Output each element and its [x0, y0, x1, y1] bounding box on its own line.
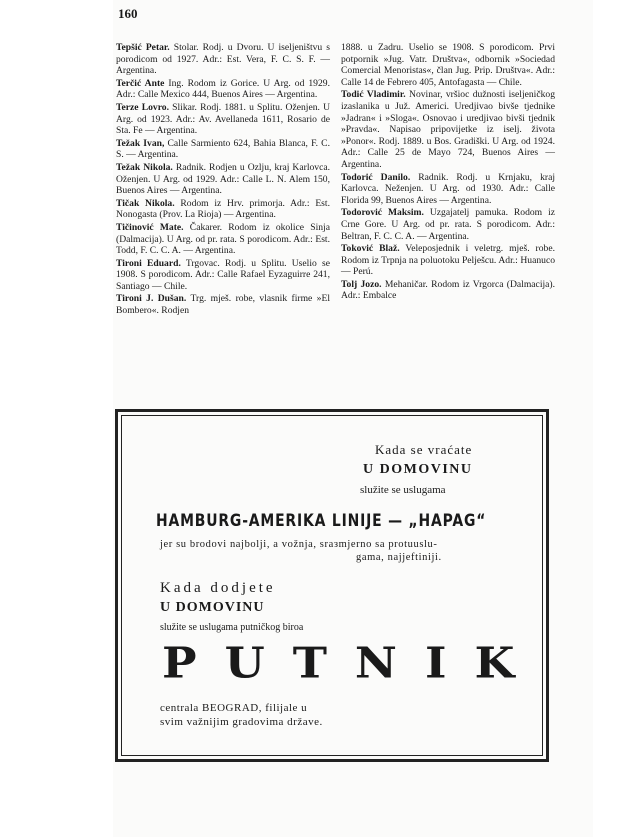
ad-hapag-heading: Kada se vraćate	[375, 442, 473, 457]
directory-entry	[116, 222, 330, 257]
entry-text: Uzgajatelj pamuka. Rodom iz Crne Gore. U Arg. od pr. rata. S porodicom. Adr.: Beltran, F. C. C. A. — Argentina.	[341, 207, 555, 242]
entry-text: Rodom iz Hrv. primorja. Adr.: Est. Nonogasta (Prov. La Rioja) — Argentina.	[116, 197, 330, 221]
directory-entry	[116, 293, 330, 316]
entry-text: Veleposjednik i veletrg. mješ. robe. Rodom iz Trpnja na poluotoku Pelješcu. Adr.: Huanuco — Perú.	[341, 243, 555, 278]
ad-hapag-homeland: U DOMOVINU	[363, 462, 473, 477]
ad-hapag-company-name: HAMBURG-AMERIKA LINIJE — „HAPAG“	[156, 511, 487, 531]
directory-entry	[116, 198, 330, 221]
entry-text: Trgovac. Rodj. u Splitu. Uselio se 1908. S porodicom. Adr.: Calle Rafael Eyzaguirre 241, Santiago — Chile.	[116, 257, 331, 292]
entry-name: Tičak Nikola.	[116, 197, 175, 209]
directory-entry	[116, 42, 330, 77]
ad-putnik-central: centrala BEOGRAD, filijale u	[160, 702, 308, 714]
entry-text: Novinar, vršioc dužnosti iseljeničkog izaslanika u Juž. Americi. Uredjivao bivše tjednike »Jadran« i »Sloga«. Osnovao i uredjivao bivši tjednik »Pravda«. Napisao pripovijetke iz iselj. života »Ponor«. Rodj. 1889. u Bos. Gradiški. U Arg. od 1924. Adr.: Calle 25 de Mayo 724, Buenos Aires — Argentina.	[341, 89, 555, 170]
entry-name: Tironi Eduard.	[116, 257, 181, 269]
entry-text: 1888. u Zadru. Uselio se 1908. S porodicom. Prvi potpornik »Jug. Vatr. Društva«, odbornik »Sociedad Comercial Menoristas«, član Jug. Prip. Društva«. Adr.: Calle 14 de Febrero 405, Antofagasta — Chile.	[341, 42, 555, 88]
entry-text: Slikar. Rodj. 1881. u Splitu. Oženjen. U Arg. od 1923. Adr.: Av. Avellaneda 1611, Rosario de Sta. Fe — Argentina.	[116, 101, 330, 137]
entry-text: Stolar. Rodj. u Dvoru. U iseljeništvu s porodicom od 1927. Adr.: Est. Vera, F. C. S. F. — Argentina.	[116, 42, 330, 77]
directory-entry	[341, 279, 555, 302]
directory-entry	[341, 89, 555, 170]
entry-text: Trg. mješ. robe, vlasnik firme »El Bombero«. Rodjen	[116, 293, 331, 317]
entry-text: Radnik. Rodjen u Ozlju, kraj Karlovca. Oženjen. U Arg. od 1929. Adr.: Calle L. N. Alem 150, Buenos Aires — Argentina.	[116, 161, 330, 197]
entry-text: Mehaničar. Rodom iz Vrgorca (Dalmacija). Adr.: Embalce	[341, 278, 556, 302]
entry-name: Todić Vladimir.	[341, 89, 406, 101]
directory-entry	[341, 243, 555, 278]
directory-entry	[116, 138, 330, 161]
entry-text: Radnik. Rodj. u Krnjaku, kraj Karlovca. Neženjen. U Arg. od 1930. Adr.: Calle Florida 99, Buenos Aires — Argentina.	[341, 171, 555, 206]
ad-putnik-branches: svim važnijim gradovima države.	[160, 716, 323, 728]
left-column	[116, 42, 330, 318]
ad-putnik-heading: Kada dodjete	[160, 580, 276, 596]
entry-name: Todorić Danilo.	[341, 171, 411, 183]
entry-text: Calle Sarmiento 624, Bahia Blanca, F. C. S. — Argentina.	[116, 137, 330, 161]
entry-name: Tironi J. Dušan.	[116, 293, 187, 305]
ad-hapag-slogan-line2: gama, najjeftiniji.	[356, 552, 442, 563]
ad-putnik-homeland: U DOMOVINU	[160, 600, 265, 615]
entry-name: Tolj Jozo.	[341, 278, 382, 290]
directory-entry	[341, 207, 555, 242]
directory-entry	[116, 162, 330, 197]
entry-name: Tepšić Petar.	[116, 42, 170, 53]
directory-entry	[116, 258, 330, 293]
ad-putnik-services: služite se uslugama putničkog biroa	[160, 622, 304, 633]
page-number: 160	[118, 6, 138, 21]
entry-name: Terčić Ante	[116, 77, 165, 89]
directory-entry	[341, 172, 555, 207]
advertisement-box	[115, 409, 549, 762]
entry-name: Terze Lovro.	[116, 101, 169, 113]
entry-name: Tičinović Mate.	[116, 221, 184, 233]
directory-entry	[116, 78, 330, 101]
entry-name: Todorović Maksim.	[341, 207, 424, 219]
entry-text: Čakarer. Rodom iz okolice Sinja (Dalmacija). U Arg. od pr. rata. S porodicom. Adr.: Est. Todd, F. C. C. A. — Argentina.	[116, 221, 330, 257]
entry-text: Ing. Rodom iz Gorice. U Arg. od 1929. Adr.: Calle Mexico 444, Buenos Aires — Argentina.	[116, 77, 330, 101]
entry-name: Težak Ivan,	[116, 137, 165, 149]
ad-hapag-slogan-line1: jer su brodovi najbolji, a vožnja, sraзmjerno sa protuuslu-	[160, 539, 438, 550]
ad-hapag-services: služite se uslugama	[360, 484, 446, 496]
entry-name: Težak Nikola.	[116, 161, 173, 173]
right-column	[341, 42, 555, 303]
directory-entry	[341, 42, 555, 88]
entry-name: Toković Blaž.	[341, 243, 400, 255]
directory-entry	[116, 102, 330, 137]
ad-putnik-brand: PUTNIK	[162, 638, 543, 688]
